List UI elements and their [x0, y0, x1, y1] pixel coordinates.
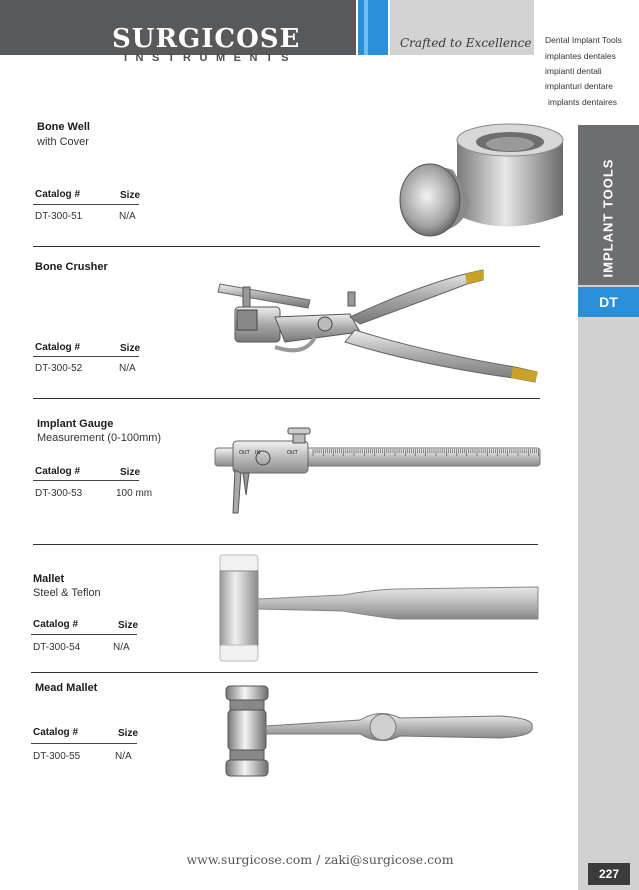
translation-ro: implanturi dentare — [545, 81, 614, 91]
size-label: Size — [118, 728, 139, 739]
catalog-label: Catalog # — [33, 727, 79, 738]
mead-mallet-image — [220, 682, 540, 782]
catalog-number: DT-300-53 — [35, 488, 83, 499]
label-underline — [33, 480, 139, 481]
lock-label-out-2: OUT — [287, 450, 298, 456]
product-name: Mallet — [33, 573, 65, 585]
section-code: DT — [578, 287, 639, 317]
product-subtitle: Measurement (0-100mm) — [37, 432, 162, 444]
product-name: Mead Mallet — [35, 682, 98, 694]
label-underline — [31, 743, 137, 744]
size-value: N/A — [113, 642, 130, 653]
translation-es: implantes dentales — [545, 51, 616, 61]
section-divider — [33, 246, 540, 247]
translation-it: impianti dentali — [545, 66, 602, 76]
product-name: Implant Gauge — [37, 418, 114, 430]
brand-subtitle: INSTRUMENTS — [124, 52, 297, 64]
size-value: N/A — [119, 363, 136, 374]
label-underline — [31, 634, 137, 635]
bone-crusher-image — [215, 262, 545, 387]
size-value: N/A — [115, 751, 132, 762]
size-value: 100 mm — [116, 488, 153, 499]
catalog-label: Catalog # — [35, 189, 81, 200]
label-underline — [33, 204, 139, 205]
lock-label-out: OUT — [239, 450, 250, 456]
catalog-number: DT-300-52 — [35, 363, 83, 374]
tagline: Crafted to Excellence — [400, 36, 532, 50]
implant-gauge-image — [213, 425, 543, 520]
section-divider — [33, 398, 540, 399]
product-subtitle: Steel & Teflon — [33, 587, 101, 599]
size-value: N/A — [119, 211, 136, 222]
header-accent-stripe — [364, 0, 368, 55]
lock-label-in: IN — [255, 450, 261, 456]
catalog-number: DT-300-51 — [35, 211, 83, 222]
size-label: Size — [120, 190, 141, 201]
brand-logo: SURGICOSE — [112, 24, 301, 54]
section-title: IMPLANT TOOLS — [600, 158, 616, 278]
product-name: Bone Crusher — [35, 261, 108, 273]
page-number: 227 — [588, 863, 630, 885]
translation-en: Dental Implant Tools — [545, 35, 622, 45]
catalog-number: DT-300-55 — [33, 751, 81, 762]
size-label: Size — [120, 343, 141, 354]
product-subtitle: with Cover — [37, 136, 89, 148]
section-divider — [31, 672, 538, 673]
catalog-label: Catalog # — [33, 619, 79, 630]
product-name: Bone Well — [37, 121, 90, 133]
catalog-label: Catalog # — [35, 466, 81, 477]
size-label: Size — [120, 467, 141, 478]
bone-well-image — [395, 120, 575, 240]
label-underline — [33, 356, 139, 357]
size-label: Size — [118, 620, 139, 631]
section-divider — [33, 544, 538, 545]
catalog-number: DT-300-54 — [33, 642, 81, 653]
translation-fr: implants dentaires — [548, 97, 617, 107]
footer-contact: www.surgicose.com / zaki@surgicose.com — [186, 852, 454, 867]
mallet-image — [218, 553, 548, 665]
catalog-label: Catalog # — [35, 342, 81, 353]
header-accent — [358, 0, 388, 55]
